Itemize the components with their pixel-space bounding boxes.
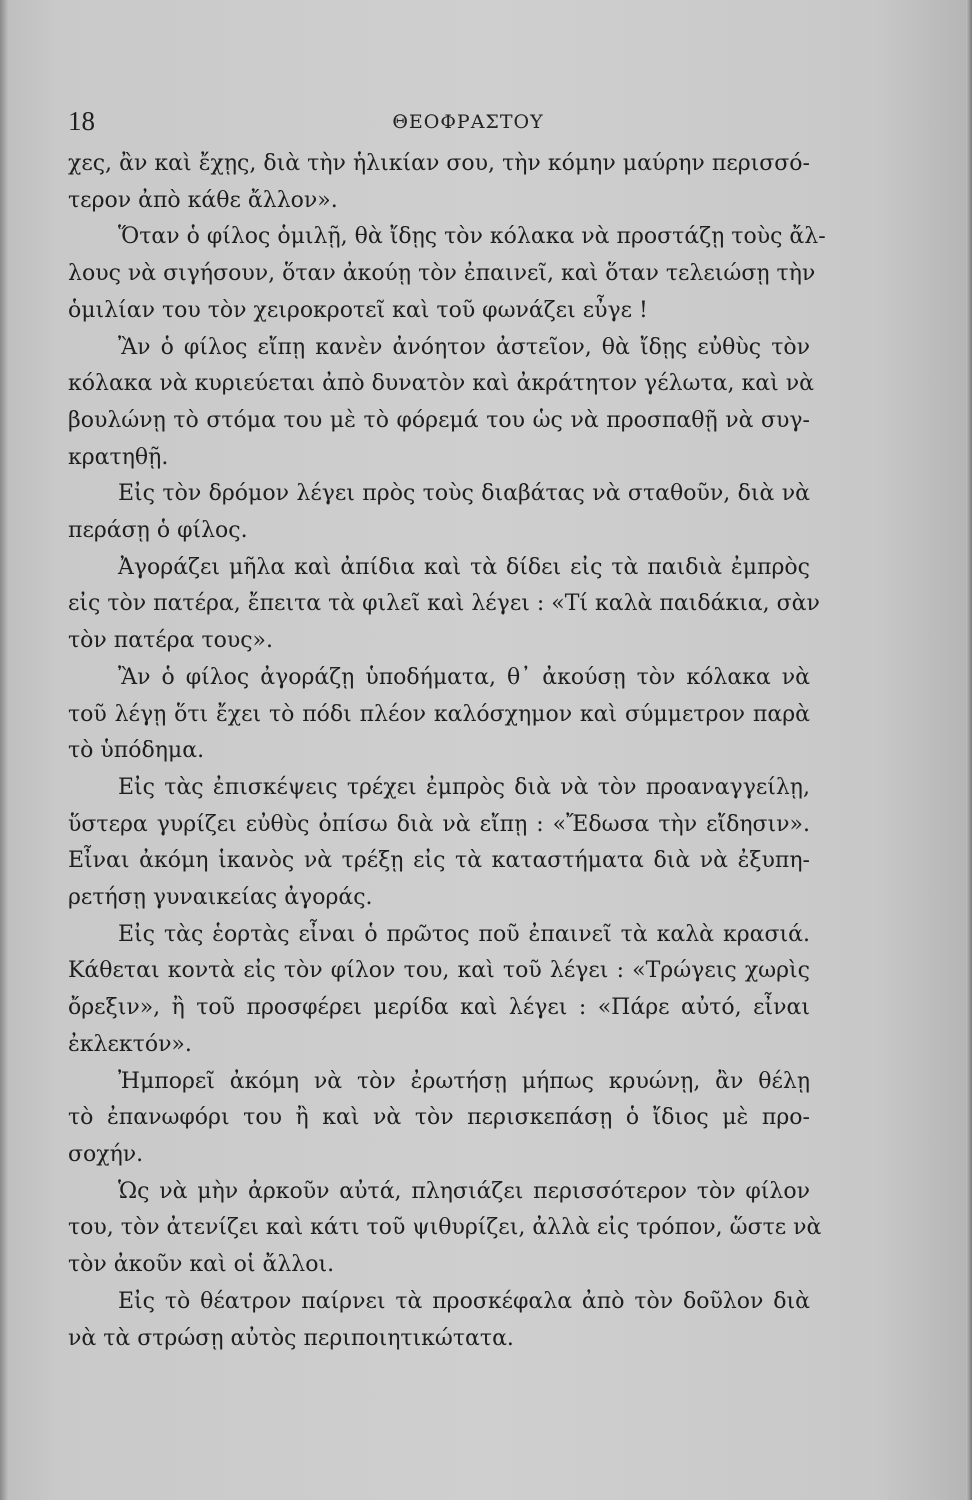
text-line: νὰ τὰ στρώσῃ αὐτὸς περιποιητικώτατα. — [68, 1325, 514, 1351]
text-line: Ἀγοράζει μῆλα καὶ ἀπίδια καὶ τὰ δίδει εἰς τὰ παιδιὰ ἐμπρὸς — [118, 554, 810, 580]
text-line: περάσῃ ὁ φίλος. — [68, 518, 248, 544]
text-line: κρατηθῇ. — [68, 444, 169, 470]
page-number: 18 — [68, 106, 95, 136]
page-left-edge-shadow — [0, 0, 8, 1500]
text-line: Ὡς νὰ μὴν ἀρκοῦν αὐτά, πλησιάζει περισσότερον τὸν φίλον — [118, 1178, 810, 1204]
text-line: ρετήσῃ γυναικείας ἀγοράς. — [68, 885, 373, 911]
text-line: τὸν πατέρα τους». — [68, 628, 274, 654]
text-line: Ἂν ὁ φίλος εἴπῃ κανὲν ἀνόητον ἀστεῖον, θὰ ἴδῃς εὐθὺς τὸν — [118, 334, 810, 360]
text-line: βουλώνῃ τὸ στόμα του μὲ τὸ φόρεμά του ὡς νὰ προσπαθῇ νὰ συγ- — [68, 407, 810, 433]
text-line: τὸν ἀκοῦν καὶ οἱ ἄλλοι. — [68, 1252, 335, 1278]
text-line: Κάθεται κοντὰ εἰς τὸν φίλον του, καὶ τοῦ λέγει : «Τρώγεις χωρὶς — [68, 958, 810, 984]
text-line: κόλακα νὰ κυριεύεται ἀπὸ δυνατὸν καὶ ἀκράτητον γέλωτα, καὶ νὰ — [68, 371, 814, 397]
text-line: ὕστερα γυρίζει εὐθὺς ὀπίσω διὰ νὰ εἴπῃ : «Ἔδωσα τὴν εἴδησιν». — [68, 811, 810, 837]
text-line: Ὅταν ὁ φίλος ὁμιλῇ, θὰ ἴδῃς τὸν κόλακα νὰ προστάζῃ τοὺς ἄλ- — [118, 224, 826, 250]
text-line: ὄρεξιν», ἢ τοῦ προσφέρει μερίδα καὶ λέγει : «Πάρε αὐτό, εἶναι — [68, 995, 810, 1021]
running-head: ΘΕΟΦΡΑΣΤΟΥ — [392, 111, 544, 133]
text-line: ὁμιλίαν του τὸν χειροκροτεῖ καὶ τοῦ φωνάζει εὖγε ! — [68, 297, 648, 323]
page-right-edge-shadow — [966, 0, 972, 1500]
text-line: ἐκλεκτόν». — [68, 1031, 192, 1057]
text-line: Εἶναι ἀκόμη ἱκανὸς νὰ τρέξῃ εἰς τὰ καταστήματα διὰ νὰ ἐξυπη- — [68, 848, 810, 874]
text-line: σοχήν. — [68, 1141, 144, 1167]
text-line: Εἰς τὰς ἐπισκέψεις τρέχει ἐμπρὸς διὰ νὰ τὸν προαναγγείλῃ, — [118, 774, 810, 800]
text-line: Ἠμπορεῖ ἀκόμη νὰ τὸν ἐρωτήσῃ μήπως κρυώνῃ, ἂν θέλῃ — [118, 1068, 810, 1094]
text-line: Εἰς τὸ θέατρον παίρνει τὰ προσκέφαλα ἀπὸ τὸν δοῦλον διὰ — [118, 1288, 810, 1314]
text-line: λους νὰ σιγήσουν, ὅταν ἀκούῃ τὸν ἐπαινεῖ, καὶ ὅταν τελειώσῃ τὴν — [68, 261, 816, 287]
text-line: τὸ ὑπόδημα. — [68, 738, 205, 764]
text-line: τοῦ λέγῃ ὅτι ἔχει τὸ πόδι πλέον καλόσχημον καὶ σύμμετρον παρὰ — [68, 701, 810, 727]
text-line: Ἂν ὁ φίλος ἀγοράζῃ ὑποδήματα, θ᾽ ἀκούσῃ τὸν κόλακα νὰ — [118, 664, 810, 690]
text-line: Εἰς τὰς ἑορτὰς εἶναι ὁ πρῶτος ποῦ ἐπαινεῖ τὰ καλὰ κρασιά. — [118, 921, 810, 947]
page-header — [68, 106, 810, 136]
text-line: του, τὸν ἀτενίζει καὶ κάτι τοῦ ψιθυρίζει, ἀλλὰ εἰς τρόπον, ὥστε νὰ — [68, 1215, 822, 1241]
text-line: τερον ἀπὸ κάθε ἄλλον». — [68, 187, 338, 213]
body-text — [68, 146, 826, 1357]
text-line: εἰς τὸν πατέρα, ἔπειτα τὰ φιλεῖ καὶ λέγει : «Τί καλὰ παιδάκια, σὰν — [68, 591, 820, 617]
text-line: Εἰς τὸν δρόμον λέγει πρὸς τοὺς διαβάτας νὰ σταθοῦν, διὰ νὰ — [118, 481, 810, 507]
text-line: χες, ἂν καὶ ἔχῃς, διὰ τὴν ἡλικίαν σου, τὴν κόμην μαύρην περισσό- — [68, 151, 810, 176]
text-line: τὸ ἐπανωφόρι του ἢ καὶ νὰ τὸν περισκεπάσῃ ὁ ἴδιος μὲ προ- — [68, 1105, 810, 1131]
